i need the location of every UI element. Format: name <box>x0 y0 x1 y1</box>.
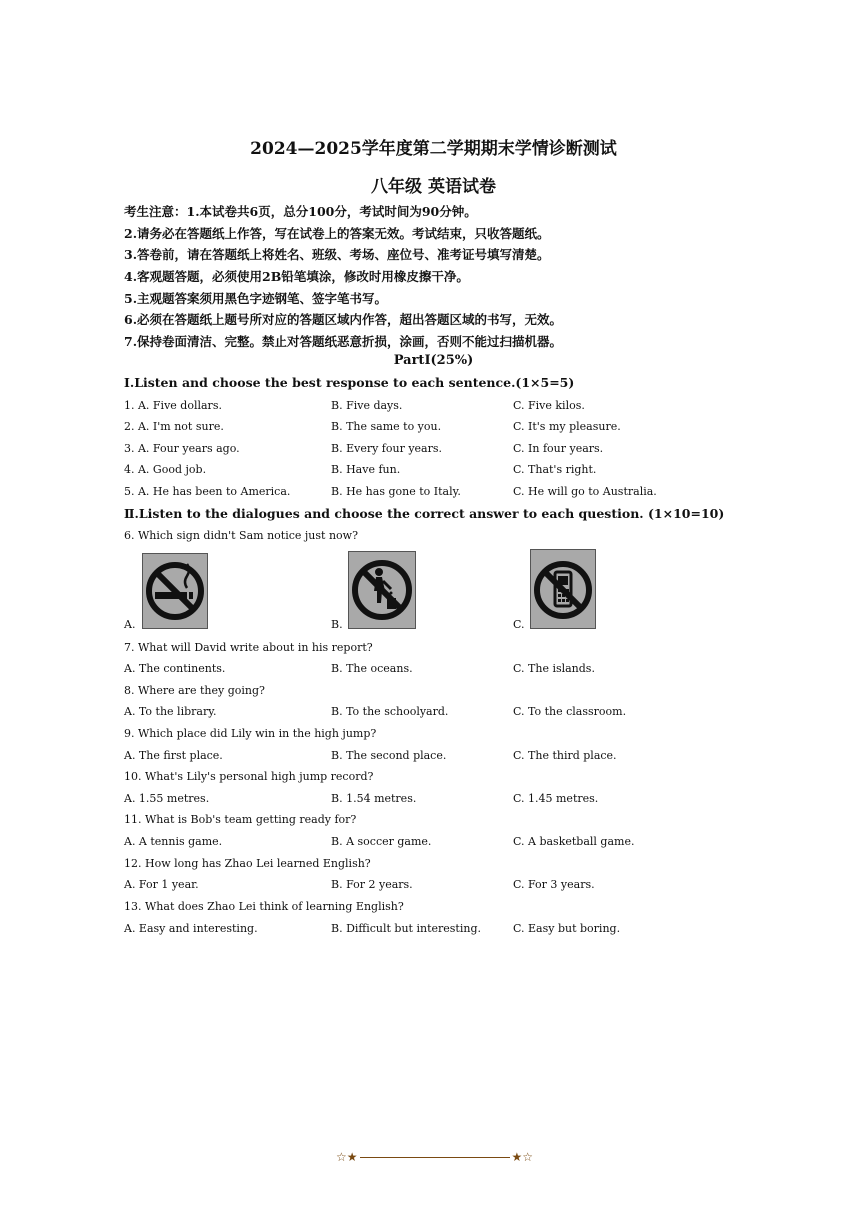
option-b: B. The oceans. <box>331 662 413 675</box>
option-c: C. That's right. <box>513 463 597 476</box>
no-smoking-sign-icon <box>142 553 208 629</box>
option-a: A. 1.55 metres. <box>124 792 210 805</box>
section-2-title: Ⅱ.Listen to the dialogues and choose the correct answer to each question. (1×10=10) <box>124 506 725 521</box>
question-text: 7. What will David write about in his report? <box>124 641 373 654</box>
option-a: 1. A. Five dollars. <box>124 399 222 412</box>
notice-line: 4.客观题答题，必须使用2B铅笔填涂，修改时用橡皮擦干净。 <box>124 269 469 284</box>
exam-subtitle: 八年级 英语试卷 <box>371 177 496 197</box>
option-a: A. The first place. <box>124 749 223 762</box>
option-c: C. It's my pleasure. <box>513 420 621 433</box>
notice-line: 5.主观题答案须用黑色字迹钢笔、签字笔书写。 <box>124 291 388 306</box>
option-c: C. 1.45 metres. <box>513 792 599 805</box>
option-a: 5. A. He has been to America. <box>124 485 291 498</box>
option-b: B. A soccer game. <box>331 835 432 848</box>
question-text: 13. What does Zhao Lei think of learning English? <box>124 900 404 913</box>
option-b: B. Have fun. <box>331 463 401 476</box>
option-b: B. Five days. <box>331 399 403 412</box>
option-c: C. The third place. <box>513 749 617 762</box>
option-b: B. 1.54 metres. <box>331 792 417 805</box>
option-a: 4. A. Good job. <box>124 463 207 476</box>
option-b: B. Every four years. <box>331 442 443 455</box>
option-b: B. He has gone to Italy. <box>331 485 461 498</box>
option-a: A. Easy and interesting. <box>124 922 258 935</box>
option-a: 3. A. Four years ago. <box>124 442 240 455</box>
no-littering-sign-icon <box>348 551 416 629</box>
option-b: B. The second place. <box>331 749 447 762</box>
question-text: 11. What is Bob's team getting ready for? <box>124 813 357 826</box>
option-a: A. The continents. <box>124 662 226 675</box>
no-phone-sign-icon <box>530 549 596 629</box>
question-text: 12. How long has Zhao Lei learned English? <box>124 857 371 870</box>
option-b: B. Difficult but interesting. <box>331 922 481 935</box>
option-b: B. For 2 years. <box>331 878 413 891</box>
notice-line: 3.答卷前，请在答题纸上将姓名、班级、考场、座位号、准考证号填写清楚。 <box>124 247 550 262</box>
option-a: 2. A. I'm not sure. <box>124 420 224 433</box>
footer-stars-right: ★☆ <box>511 1150 534 1164</box>
option-b-label: B. <box>331 618 343 631</box>
option-c: C. A basketball game. <box>513 835 635 848</box>
notice-line: 2.请务必在答题纸上作答，写在试卷上的答案无效。考试结束，只收答题纸。 <box>124 226 550 241</box>
question-text: 10. What's Lily's personal high jump record? <box>124 770 374 783</box>
question-text: 8. Where are they going? <box>124 684 265 697</box>
option-a: A. For 1 year. <box>124 878 199 891</box>
option-c: C. Five kilos. <box>513 399 585 412</box>
section-1-title: Ⅰ.Listen and choose the best response to each sentence.(1×5=5) <box>124 375 575 390</box>
option-c: C. In four years. <box>513 442 604 455</box>
page-footer <box>336 1150 533 1164</box>
part-title: PartⅠ(25%) <box>393 353 474 368</box>
option-c: C. The islands. <box>513 662 595 675</box>
option-c: C. To the classroom. <box>513 705 627 718</box>
option-b: B. The same to you. <box>331 420 442 433</box>
question-text: 6. Which sign didn't Sam notice just now? <box>124 529 358 542</box>
notice-line: 6.必须在答题纸上题号所对应的答题区域内作答，超出答题区域的书写，无效。 <box>124 312 563 327</box>
option-a: A. A tennis game. <box>124 835 223 848</box>
option-a: A. To the library. <box>124 705 217 718</box>
footer-divider <box>360 1157 510 1158</box>
option-c-label: C. <box>513 618 525 631</box>
option-c: C. He will go to Australia. <box>513 485 657 498</box>
option-a-label: A. <box>124 618 136 631</box>
option-c: C. Easy but boring. <box>513 922 621 935</box>
notice-line: 7.保持卷面清洁、完整。禁止对答题纸恶意折损，涂画，否则不能过扫描机器。 <box>124 334 563 349</box>
option-c: C. For 3 years. <box>513 878 595 891</box>
option-b: B. To the schoolyard. <box>331 705 449 718</box>
exam-title: 2024—2025学年度第二学期期末学情诊断测试 <box>250 139 617 159</box>
notice-line: 考生注意：1.本试卷共6页，总分100分，考试时间为90分钟。 <box>124 204 477 219</box>
footer-stars-left: ☆★ <box>336 1150 358 1164</box>
question-text: 9. Which place did Lily win in the high jump? <box>124 727 377 740</box>
